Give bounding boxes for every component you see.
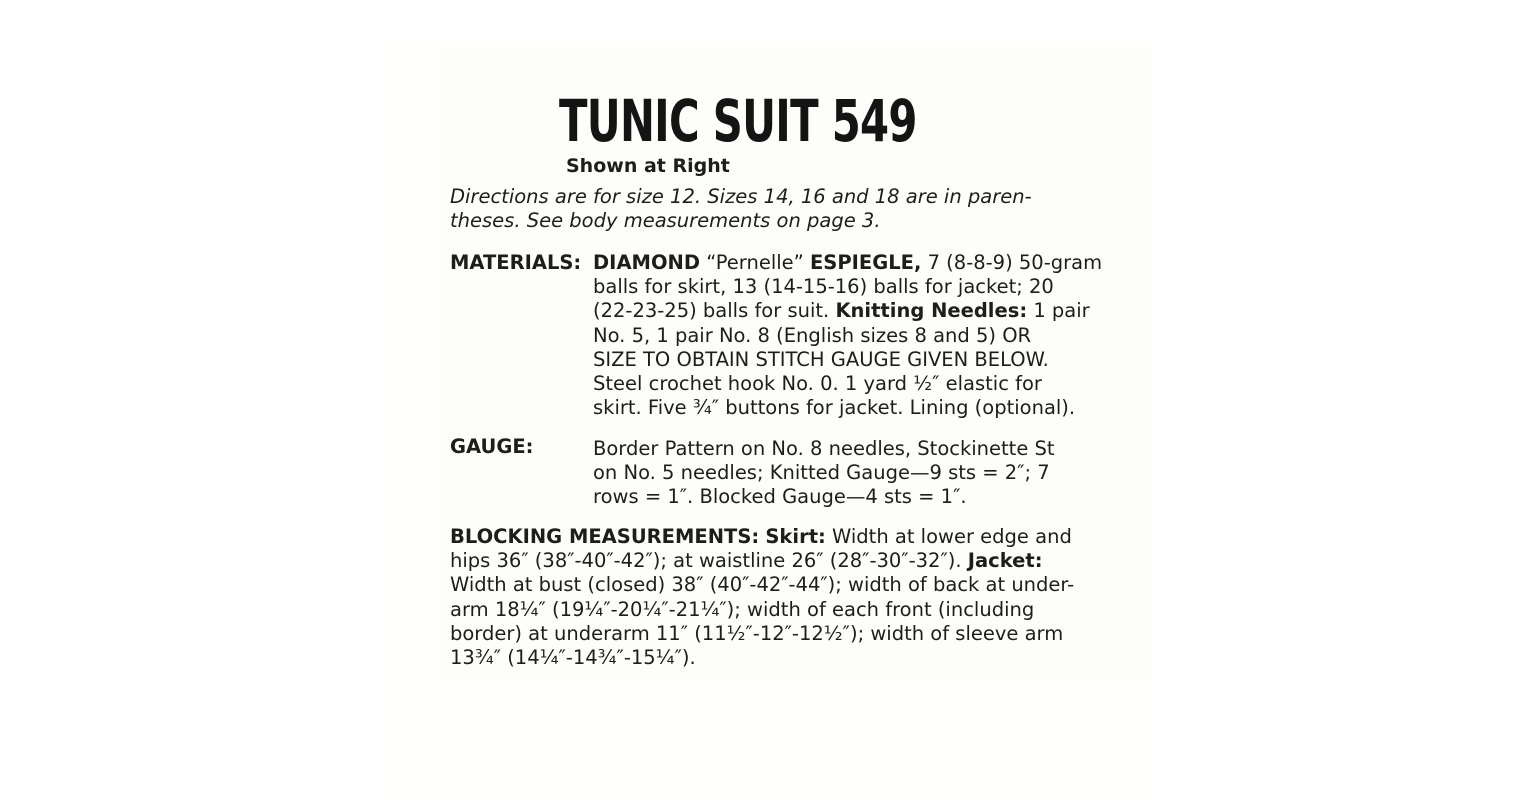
intro-paragraph: [450, 185, 1110, 233]
skirt-label: Skirt:: [765, 525, 826, 548]
materials-body: [593, 251, 1110, 420]
blocking-paragraph: [450, 525, 1110, 670]
pattern-subtitle: Shown at Right: [566, 155, 730, 177]
intro-line: Directions are for size 12. Sizes 14, 16 and 18 are in paren-: [450, 185, 1032, 208]
gauge-line: on No. 5 needles; Knitted Gauge—9 sts = 2″; 7: [593, 461, 1050, 485]
materials-line: DIAMOND “Pernelle” ESPIEGLE, 7 (8-8-9) 50-gram: [593, 251, 1103, 274]
intro-line: theses. See body measurements on page 3.: [450, 209, 881, 233]
gauge-line: rows = 1″. Blocked Gauge—4 sts = 1″.: [593, 485, 967, 509]
blocking-line: arm 18¼″ (19¼″-20¼″-21¼″); width of each front (including: [450, 597, 1035, 621]
blocking-line: border) at underarm 11″ (11½″-12″-12½″); width of sleeve arm: [450, 621, 1064, 645]
blocking-line: 13¾″ (14¼″-14¾″-15¼″).: [450, 645, 696, 669]
blocking-line: hips 36″ (38″-40″-42″); at waistline 26″ (28″-30″-32″). Jacket:: [450, 549, 1043, 573]
gauge-label: GAUGE:: [450, 435, 534, 458]
materials-line: skirt. Five ¾″ buttons for jacket. Lining (optional).: [593, 396, 1076, 420]
materials-line: balls for skirt, 13 (14-15-16) balls for jacket; 20: [593, 275, 1054, 299]
blocking-label: BLOCKING MEASUREMENTS:: [450, 525, 760, 548]
gauge-body: [593, 437, 1110, 510]
jacket-label: Jacket:: [967, 549, 1043, 573]
materials-line: Steel crochet hook No. 0. 1 yard ½″ elastic for: [593, 371, 1042, 395]
materials-label: MATERIALS:: [450, 251, 582, 274]
materials-line: (22-23-25) balls for suit. Knitting Needles: 1 pair: [593, 299, 1090, 323]
gauge-line: Border Pattern on No. 8 needles, Stockinette St: [593, 437, 1055, 460]
materials-line: SIZE TO OBTAIN STITCH GAUGE GIVEN BELOW.: [593, 347, 1049, 371]
blocking-line: Width at bust (closed) 38″ (40″-42″-44″); width of back at under-: [450, 573, 1075, 597]
blocking-line: BLOCKING MEASUREMENTS: Skirt: Width at lower edge and: [450, 525, 1072, 548]
materials-line: No. 5, 1 pair No. 8 (English sizes 8 and 5) OR: [593, 323, 1032, 347]
pattern-title: TUNIC SUIT 549: [559, 87, 917, 155]
